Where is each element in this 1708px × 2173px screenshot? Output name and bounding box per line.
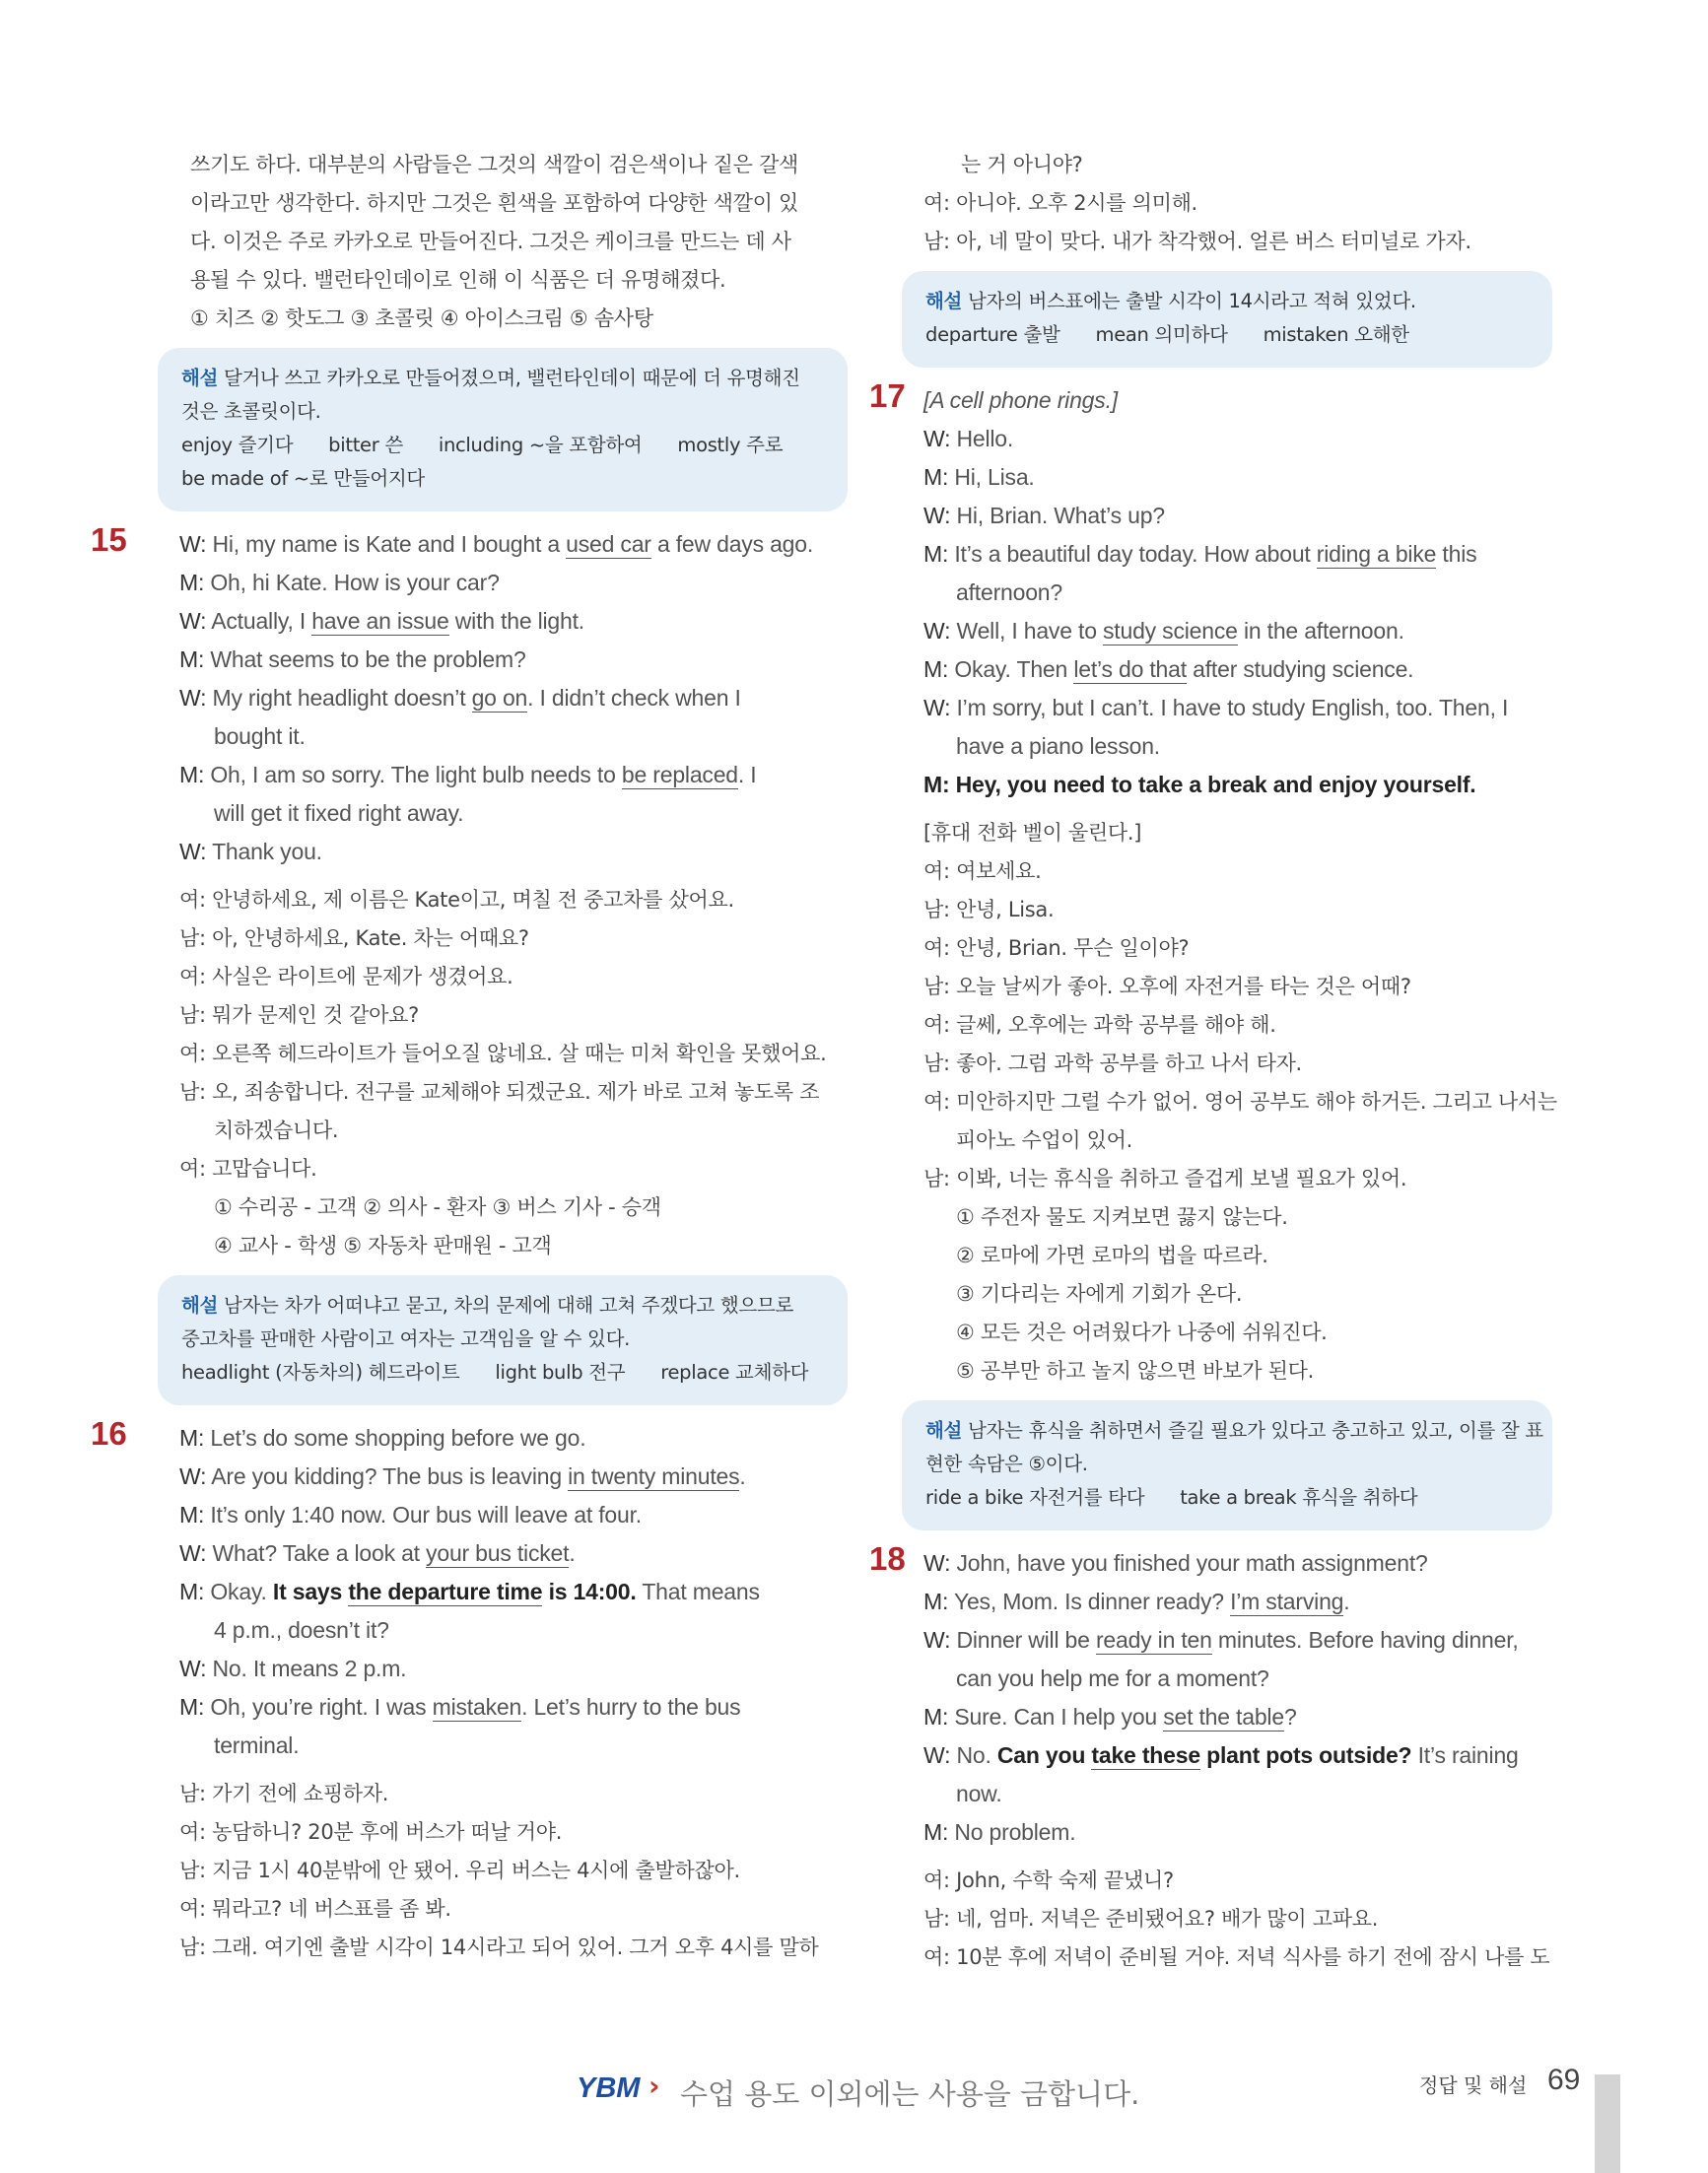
speaker: W:	[923, 618, 957, 644]
blank-answer: I’m starving	[1230, 1589, 1344, 1614]
dialogue-text: can you help me for a moment?	[956, 1665, 1269, 1691]
speaker: M:	[179, 646, 211, 672]
explanation-text: 남자의 버스표에는 출발 시각이 14시라고 적혀 있었다.	[962, 290, 1416, 312]
speaker: W:	[179, 839, 213, 864]
dialogue-text: That means	[636, 1579, 760, 1604]
speaker: M:	[179, 762, 211, 787]
speaker: M:	[179, 1425, 211, 1451]
translation-line: 여: 아니야. 오후 2시를 의미해.	[923, 191, 1197, 215]
dialogue-text: will get it fixed right away.	[214, 800, 464, 826]
key-sentence: Hey, you need to take a break and enjoy yourself.	[955, 772, 1476, 797]
text-line: 다. 이것은 주로 카카오로 만들어진다. 그것은 케이크를 만드는 데 사	[190, 230, 791, 253]
text-line: 용될 수 있다. 밸런타인데이로 인해 이 식품은 더 유명해졌다.	[190, 268, 726, 292]
dialogue-text: terminal.	[214, 1732, 300, 1758]
explanation-tag: 해설	[925, 1419, 963, 1442]
explanation-text: 것은 초콜릿이다.	[181, 400, 321, 423]
translation-line: 남: 뭐가 문제인 것 같아요?	[179, 1003, 419, 1027]
speaker: M:	[179, 1694, 211, 1720]
blank-answer: ready in ten	[1095, 1627, 1212, 1653]
vocab-list	[181, 1356, 824, 1390]
dialogue-text: I’m sorry, but I can’t. I have to study English, too. Then, I	[956, 695, 1509, 720]
vocab-item: mean 의미하다	[1095, 323, 1228, 346]
stage-direction: [A cell phone rings.]	[923, 387, 1118, 413]
speaker: W:	[923, 426, 957, 451]
blank-answer: your bus ticket	[426, 1540, 570, 1566]
dialogue-text: Hi, Lisa.	[954, 464, 1035, 490]
question-number: 18	[869, 1540, 906, 1577]
dialogue-text: . Let’s hurry to the bus	[521, 1694, 741, 1720]
q14-continued-text	[158, 146, 848, 338]
dialogue-text: . I	[737, 762, 757, 787]
translation-line: 는 거 아니야?	[961, 153, 1083, 176]
speaker: M:	[923, 1819, 955, 1845]
dialogue-text: minutes. Before having dinner,	[1211, 1627, 1519, 1653]
translation-line: 남: 가기 전에 쇼핑하자.	[179, 1782, 389, 1805]
blank-answer: in twenty minutes	[568, 1463, 740, 1489]
speaker: W:	[923, 1627, 957, 1653]
speaker: M:	[923, 656, 955, 682]
vocab-item: light bulb 전구	[495, 1361, 626, 1384]
question-number: 15	[91, 521, 127, 558]
translation-line: 치하겠습니다.	[214, 1119, 339, 1142]
question-15	[91, 521, 848, 1265]
q14-options: ① 치즈 ② 핫도그 ③ 초콜릿 ④ 아이스크림 ⑤ 솜사탕	[190, 306, 653, 330]
translation-line: 남: 오, 죄송합니다. 전구를 교체해야 되겠군요. 제가 바로 고쳐 놓도록 조	[179, 1080, 820, 1104]
explanation-text: 남자는 차가 어떠냐고 묻고, 차의 문제에 대해 고쳐 주겠다고 했으므로	[218, 1294, 793, 1317]
translation-line: 남: 이봐, 너는 휴식을 취하고 즐겁게 보낼 필요가 있어.	[923, 1167, 1407, 1190]
dialogue-text: Okay. Then	[954, 656, 1074, 682]
speaker: W:	[179, 1463, 212, 1489]
dialogue-text: Oh, hi Kate. How is your car?	[210, 570, 500, 595]
dialogue-text: .	[739, 1463, 746, 1489]
question-number: 16	[91, 1415, 127, 1452]
speaker: W:	[923, 1550, 957, 1576]
vocab-item: ride a bike 자전거를 타다	[925, 1486, 1145, 1509]
dialogue-text: now.	[956, 1781, 1002, 1806]
blank-answer: riding a bike	[1316, 541, 1437, 567]
answer-options: ④ 교사 - 학생 ⑤ 자동차 판매원 - 고객	[214, 1234, 552, 1257]
dialogue-text: in the afternoon.	[1237, 618, 1404, 644]
translation-line: 여: 글쎄, 오후에는 과학 공부를 해야 해.	[923, 1013, 1276, 1037]
dialogue-text: Actually, I	[211, 608, 312, 634]
answer-option: ③ 기다리는 자에게 기회가 온다.	[956, 1282, 1243, 1306]
answer-option: ① 주전자 물도 지켜보면 끓지 않는다.	[956, 1205, 1288, 1229]
dialogue-text: No. It means 2 p.m.	[212, 1656, 407, 1681]
vocab-item: departure 출발	[925, 323, 1060, 346]
speaker: M:	[923, 1589, 954, 1614]
dialogue-text: Oh, I am so sorry. The light bulb needs to	[210, 762, 622, 787]
key-sentence: It says	[272, 1579, 349, 1604]
dialogue-text: Dinner will be	[956, 1627, 1096, 1653]
explanation-tag: 해설	[181, 1294, 219, 1317]
vocab-item: take a break 휴식을 취하다	[1180, 1486, 1418, 1509]
vocab-item: including ~을 포함하여	[438, 434, 643, 456]
translation-line: 남: 오늘 날씨가 좋아. 오후에 자전거를 타는 것은 어때?	[923, 975, 1411, 998]
vocab-list	[925, 318, 1529, 352]
dialogue-text: . I didn’t check when I	[527, 685, 741, 711]
vocab-item: bitter 쓴	[328, 434, 403, 456]
explanation-text: 남자는 휴식을 취하면서 즐길 필요가 있다고 충고하고 있고, 이를 잘 표	[962, 1419, 1543, 1442]
dialogue-text: Hi, my name is Kate and I bought a	[212, 531, 567, 557]
speaker: M:	[923, 464, 955, 490]
dialogue-text: Let’s do some shopping before we go.	[210, 1425, 586, 1451]
dialogue-text: .	[569, 1540, 576, 1566]
explanation-text: 현한 속담은 ⑤이다.	[925, 1453, 1088, 1475]
answer-option: ④ 모든 것은 어려웠다가 나중에 쉬워진다.	[956, 1321, 1328, 1344]
dialogue-text: Okay.	[210, 1579, 273, 1604]
speaker: W:	[179, 1656, 213, 1681]
dialogue-text: Yes, Mom. Is dinner ready?	[953, 1589, 1231, 1614]
explanation-text: 중고차를 판매한 사람이고 여자는 고객임을 알 수 있다.	[181, 1327, 631, 1350]
dialogue-text: John, have you finished your math assignment?	[956, 1550, 1428, 1576]
answer-option: ② 로마에 가면 로마의 법을 따르라.	[956, 1244, 1268, 1267]
vocab-list	[181, 429, 824, 462]
translation-line: 여: 안녕하세요, 제 이름은 Kate이고, 며칠 전 중고차를 샀어요.	[179, 888, 734, 912]
usage-notice: 수업 용도 이외에는 사용을 금합니다.	[680, 2077, 1140, 2111]
question-17	[869, 377, 1557, 1391]
speaker: M:	[179, 1502, 211, 1528]
answer-option: ⑤ 공부만 하고 놀지 않으면 바보가 된다.	[956, 1359, 1314, 1383]
vocab-item: headlight (자동차의) 헤드라이트	[181, 1361, 460, 1384]
page-number: 69	[1547, 2064, 1581, 2096]
dialogue-text: with the light.	[448, 608, 584, 634]
question-16	[91, 1415, 848, 1967]
vocab-list	[925, 1481, 1529, 1515]
translation-line: 여: 사실은 라이트에 문제가 생겼어요.	[179, 965, 513, 988]
dialogue-text: afternoon?	[956, 579, 1062, 605]
q17-explanation-box	[902, 1400, 1552, 1530]
dialogue-text: No.	[956, 1742, 997, 1768]
translation-line: 남: 네, 엄마. 저녁은 준비됐어요? 배가 많이 고파요.	[923, 1907, 1379, 1931]
speaker: W:	[179, 608, 212, 634]
blank-answer: study science	[1103, 618, 1238, 644]
translation-line: 여: John, 수학 숙제 끝냈니?	[923, 1868, 1174, 1892]
q15-explanation-box	[158, 1275, 848, 1405]
question-18	[869, 1540, 1552, 1977]
translation-line: 남: 그래. 여기엔 출발 시각이 14시라고 되어 있어. 그거 오후 4시를 말하	[179, 1935, 819, 1959]
blank-answer: let’s do that	[1073, 656, 1187, 682]
right-column	[869, 146, 1557, 1977]
vocab-item: mostly 주로	[677, 434, 784, 456]
dialogue-text: Are you kidding? The bus is leaving	[211, 1463, 569, 1489]
translation-line: 여: 농담하니? 20분 후에 버스가 떠날 거야.	[179, 1820, 563, 1844]
speaker: W:	[179, 531, 213, 557]
translation-line: 여: 여보세요.	[923, 859, 1042, 883]
dialogue-text: this	[1436, 541, 1477, 567]
dialogue-text: a few days ago.	[650, 531, 814, 557]
dialogue-text: have a piano lesson.	[956, 733, 1160, 759]
q14-explanation-box	[158, 348, 848, 511]
translation-line: 피아노 수업이 있어.	[956, 1128, 1133, 1152]
dialogue-text: My right headlight doesn’t	[212, 685, 472, 711]
blank-answer: mistaken	[432, 1694, 522, 1720]
dialogue-text: Hello.	[956, 426, 1014, 451]
dialogue-text: 4 p.m., doesn’t it?	[214, 1617, 389, 1643]
left-column	[91, 146, 848, 1967]
blank-answer: used car	[566, 531, 651, 557]
translation-line: 여: 안녕, Brian. 무슨 일이야?	[923, 936, 1190, 960]
vocab-item: enjoy 즐기다	[181, 434, 294, 456]
speaker: M:	[179, 570, 211, 595]
chevron-right-icon: ›	[649, 2070, 660, 2102]
blank-answer: be replaced	[621, 762, 738, 787]
translation-line: 여: 뭐라고? 네 버스표를 좀 봐.	[179, 1897, 451, 1921]
speaker: W:	[923, 1742, 957, 1768]
vocab-item: be made of ~로 만들어지다	[181, 467, 425, 490]
blank-answer: set the table	[1163, 1704, 1284, 1730]
translation-line: 여: 미안하지만 그럴 수가 없어. 영어 공부도 해야 하거든. 그리고 나서는	[923, 1090, 1557, 1114]
key-sentence: plant pots outside?	[1199, 1742, 1412, 1768]
translation-line: 남: 지금 1시 40분밖에 안 됐어. 우리 버스는 4시에 출발하잖아.	[179, 1859, 740, 1882]
translation-line: 남: 안녕, Lisa.	[923, 898, 1055, 921]
explanation-text: 달거나 쓰고 카카오로 만들어졌으며, 밸런타인데이 때문에 더 유명해진	[218, 367, 800, 389]
dialogue-text: Thank you.	[212, 839, 322, 864]
translation-line: 여: 고맙습니다.	[179, 1157, 317, 1181]
key-sentence: is 14:00.	[542, 1579, 637, 1604]
key-sentence: Can you	[996, 1742, 1092, 1768]
dialogue-text: bought it.	[214, 723, 306, 749]
speaker: M:	[923, 1704, 955, 1730]
vocab-item: replace 교체하다	[660, 1361, 809, 1384]
section-label: 정답 및 해설	[1419, 2073, 1528, 2097]
translation-line: 여: 오른쪽 헤드라이트가 들어오질 않네요. 살 때는 미처 확인을 못했어요.	[179, 1042, 827, 1065]
translation-line: 남: 아, 안녕하세요, Kate. 차는 어때요?	[179, 926, 529, 950]
explanation-tag: 해설	[181, 367, 219, 389]
vocab-item: mistaken 오해한	[1263, 323, 1409, 346]
speaker: M:	[923, 772, 956, 797]
speaker: W:	[179, 685, 213, 711]
text-line: 이라고만 생각한다. 하지만 그것은 흰색을 포함하여 다양한 색깔이 있	[190, 191, 798, 215]
dialogue-text: Oh, you’re right. I was	[210, 1694, 433, 1720]
dialogue-text: Sure. Can I help you	[954, 1704, 1164, 1730]
dialogue-text: Well, I have to	[956, 618, 1103, 644]
explanation-tag: 해설	[925, 290, 963, 312]
translation-line: 여: 10분 후에 저녁이 준비될 거야. 저녁 식사를 하기 전에 잠시 나를 도	[923, 1945, 1550, 1969]
dialogue-text: ?	[1283, 1704, 1297, 1730]
dialogue-text: .	[1343, 1589, 1350, 1614]
speaker: M:	[923, 541, 955, 567]
blank-answer: have an issue	[311, 608, 449, 634]
page-edge-tab	[1595, 2074, 1620, 2173]
blank-answer: go on	[471, 685, 528, 711]
dialogue-text: Hi, Brian. What’s up?	[956, 503, 1165, 528]
question-number: 17	[869, 377, 906, 414]
dialogue-text: What seems to be the problem?	[210, 646, 526, 672]
dialogue-text: No problem.	[954, 1819, 1076, 1845]
dialogue-text: after studying science.	[1186, 656, 1414, 682]
speaker: W:	[923, 503, 957, 528]
answer-options: ① 수리공 - 고객 ② 의사 - 환자 ③ 버스 기사 - 승객	[214, 1195, 661, 1219]
translation-line: 남: 아, 네 말이 맞다. 내가 착각했어. 얼른 버스 터미널로 가자.	[923, 230, 1471, 253]
speaker: W:	[179, 1540, 213, 1566]
dialogue-text: What? Take a look at	[212, 1540, 427, 1566]
dialogue-text: It’s a beautiful day today. How about	[954, 541, 1317, 567]
speaker: W:	[923, 695, 957, 720]
translation-line: [휴대 전화 벨이 울린다.]	[923, 821, 1142, 845]
dialogue-text: It’s only 1:40 now. Our bus will leave at four.	[210, 1502, 642, 1528]
dialogue-text: It’s raining	[1411, 1742, 1519, 1768]
ybm-logo: YBM	[577, 2072, 641, 2104]
translation-line: 남: 좋아. 그럼 과학 공부를 하고 나서 타자.	[923, 1052, 1302, 1075]
text-line: 쓰기도 하다. 대부분의 사람들은 그것의 색깔이 검은색이나 짙은 갈색	[190, 153, 798, 176]
blank-answer: take these	[1091, 1742, 1200, 1768]
q16-explanation-box	[902, 271, 1552, 368]
blank-answer: the departure time	[348, 1579, 543, 1604]
speaker: M:	[179, 1579, 211, 1604]
